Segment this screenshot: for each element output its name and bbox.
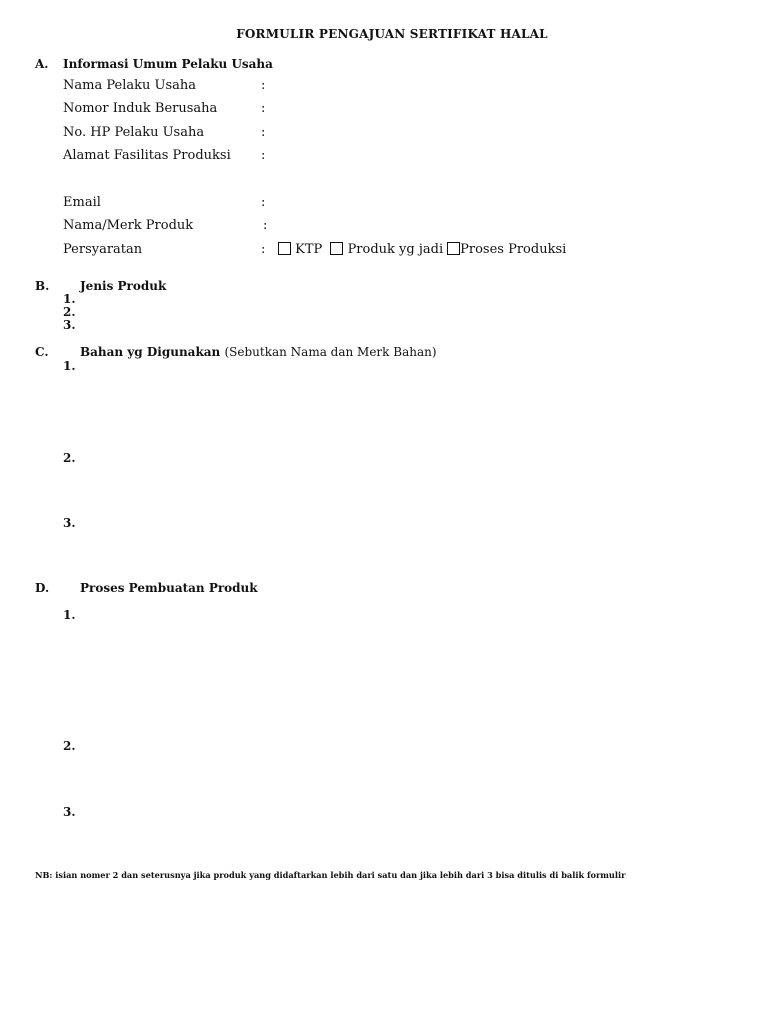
field-label-nomor-induk-berusaha: Nomor Induk Berusaha bbox=[63, 101, 218, 116]
section-d-item-number: 3. bbox=[63, 805, 76, 819]
section-c-heading bbox=[80, 345, 437, 359]
section-b-item-number: 2. bbox=[63, 305, 76, 319]
section-c-item-number: 1. bbox=[63, 359, 76, 373]
ktp-checkbox[interactable] bbox=[278, 242, 291, 255]
field-colon: : bbox=[261, 125, 266, 140]
section-d-heading: Proses Pembuatan Produk bbox=[80, 581, 258, 595]
form-title: FORMULIR PENGAJUAN SERTIFIKAT HALAL bbox=[236, 27, 548, 41]
field-colon: : bbox=[261, 148, 266, 163]
persyaratan-options bbox=[278, 242, 570, 257]
section-a-heading: Informasi Umum Pelaku Usaha bbox=[63, 57, 273, 71]
section-c-heading-text: Bahan yg Digunakan bbox=[80, 345, 221, 359]
section-a-letter: A. bbox=[35, 57, 49, 71]
section-d-item-number: 2. bbox=[63, 739, 76, 753]
proses-produksi-checkbox[interactable] bbox=[447, 242, 460, 255]
produk-yg-jadi-option-label: Produk yg jadi bbox=[347, 242, 444, 257]
section-d-letter: D. bbox=[35, 581, 50, 595]
section-d-item-number: 1. bbox=[63, 608, 76, 622]
field-label-nama-merk-produk: Nama/Merk Produk bbox=[63, 218, 194, 233]
field-label-no-hp: No. HP Pelaku Usaha bbox=[63, 125, 205, 140]
section-c-item-number: 2. bbox=[63, 451, 76, 465]
section-b-item-number: 3. bbox=[63, 318, 76, 332]
field-colon: : bbox=[261, 242, 266, 257]
field-label-email: Email bbox=[63, 195, 101, 210]
field-colon: : bbox=[261, 101, 266, 116]
proses-produksi-option-label: Proses Produksi bbox=[460, 242, 567, 257]
section-c-item-number: 3. bbox=[63, 516, 76, 530]
field-label-persyaratan: Persyaratan bbox=[63, 242, 143, 257]
ktp-option-label: KTP bbox=[295, 242, 323, 257]
field-colon: : bbox=[263, 218, 268, 233]
section-b-letter: B. bbox=[35, 279, 50, 293]
section-c-letter: C. bbox=[35, 345, 49, 359]
section-c-subheading: (Sebutkan Nama dan Merk Bahan) bbox=[224, 345, 437, 359]
section-b-heading: Jenis Produk bbox=[80, 279, 167, 293]
field-colon: : bbox=[261, 195, 266, 210]
field-label-nama-pelaku-usaha: Nama Pelaku Usaha bbox=[63, 78, 196, 93]
footnote: NB: isian nomer 2 dan seterusnya jika produk yang didaftarkan lebih dari satu dan jika lebih dari 3 bisa ditulis di balik formulir bbox=[35, 870, 626, 880]
field-colon: : bbox=[261, 78, 266, 93]
produk-yg-jadi-checkbox[interactable] bbox=[330, 242, 343, 255]
field-label-alamat-fasilitas-produksi: Alamat Fasilitas Produksi bbox=[63, 148, 231, 163]
section-b-item-number: 1. bbox=[63, 292, 76, 306]
